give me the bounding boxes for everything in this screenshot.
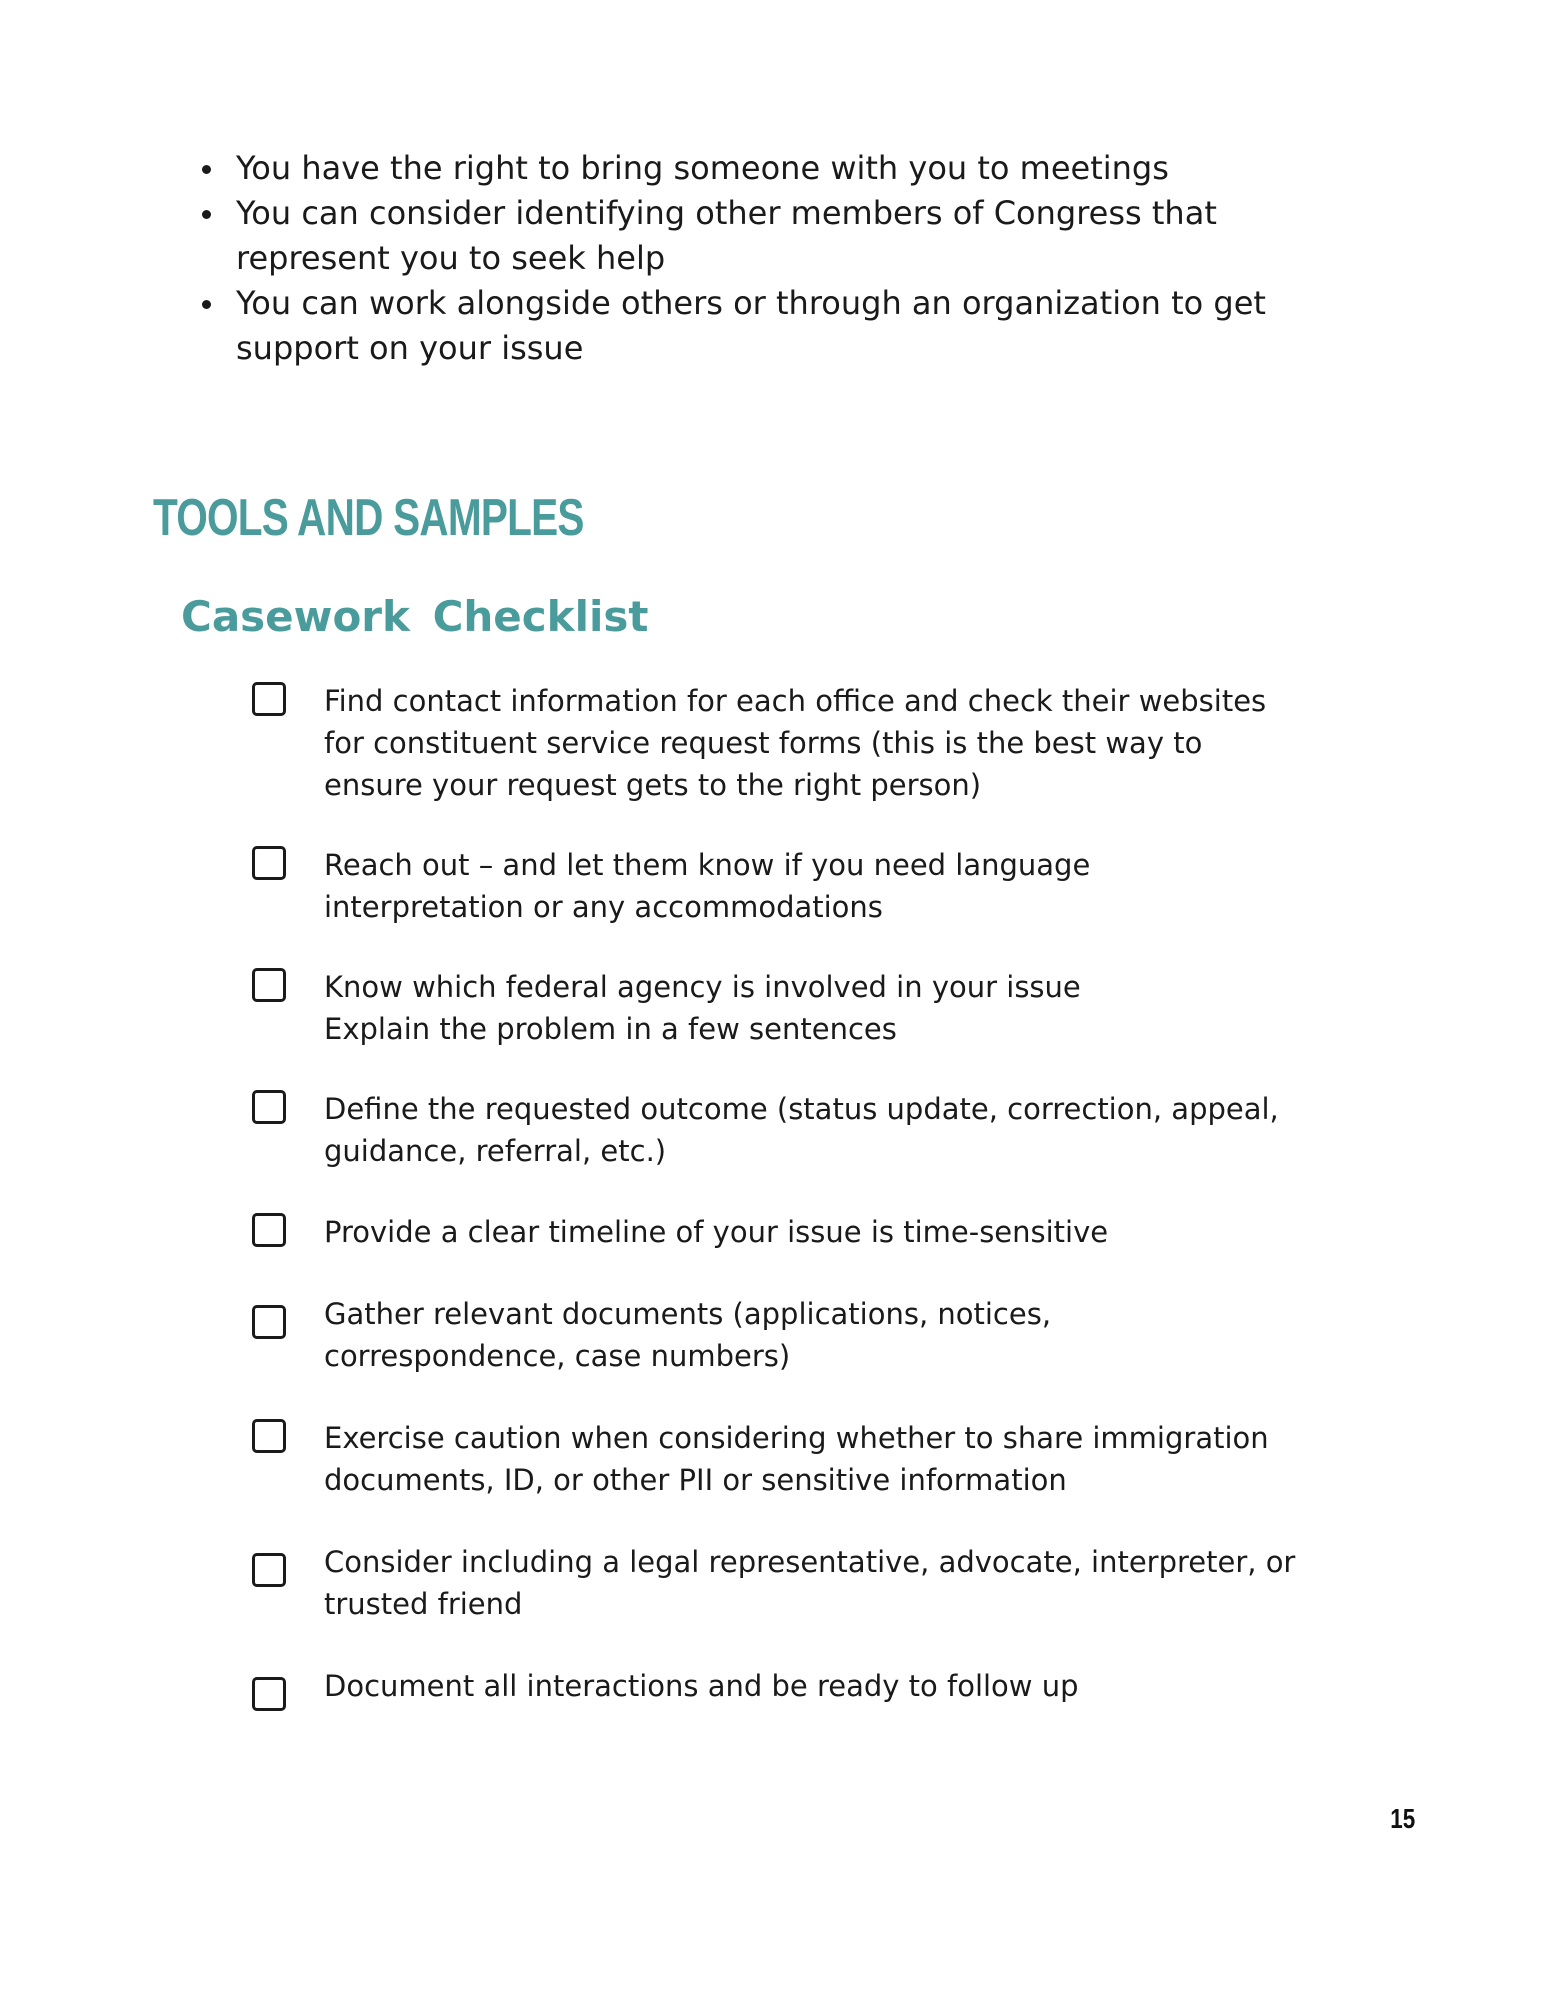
- checkbox[interactable]: [252, 846, 286, 880]
- checklist-item-text: Reach out – and let them know if you need language interpretation or any accommodations: [324, 848, 1091, 924]
- checklist-item-text: Document all interactions and be ready to follow up: [324, 1669, 1079, 1703]
- bullet-text: You can consider identifying other members of Congress that represent you to seek help: [236, 194, 1217, 277]
- section-title: TOOLS AND SAMPLES: [153, 489, 584, 547]
- checklist-item-text: Know which federal agency is involved in your issue Explain the problem in a few sentences: [324, 970, 1081, 1046]
- bullet-item: [198, 191, 1338, 281]
- checkbox[interactable]: [252, 1553, 286, 1587]
- bullet-dot-icon: [202, 210, 211, 219]
- checklist-item-text: Exercise caution when considering whether to share immigration documents, ID, or other PII or sensitive information: [324, 1421, 1269, 1497]
- checkbox[interactable]: [252, 968, 286, 1002]
- bullet-text: You have the right to bring someone with you to meetings: [236, 149, 1169, 187]
- checklist-item-text: Find contact information for each office and check their websites for constituent service request forms (this is the best way to ensure your request gets to the right person): [324, 684, 1267, 802]
- rights-bullet-list: [198, 146, 1338, 371]
- bullet-dot-icon: [202, 165, 211, 174]
- checkbox[interactable]: [252, 1090, 286, 1124]
- bullet-text: You can work alongside others or through an organization to get support on your issue: [236, 284, 1266, 367]
- bullet-item: [198, 281, 1338, 371]
- bullet-dot-icon: [202, 300, 211, 309]
- page-number: 15: [1390, 1803, 1415, 1834]
- checklist-item-text: Gather relevant documents (applications, notices, correspondence, case numbers): [324, 1297, 1052, 1373]
- checklist-item-text: Consider including a legal representative, advocate, interpreter, or trusted friend: [324, 1545, 1296, 1621]
- checkbox[interactable]: [252, 1213, 286, 1247]
- checkbox[interactable]: [252, 1677, 286, 1711]
- checkbox[interactable]: [252, 1419, 286, 1453]
- checklist-item-text: Define the requested outcome (status update, correction, appeal, guidance, referral, etc.): [324, 1092, 1279, 1168]
- bullet-item: [198, 146, 1338, 191]
- checkbox[interactable]: [252, 1305, 286, 1339]
- checklist-title: Casework Checklist: [181, 592, 649, 641]
- checklist-item-text: Provide a clear timeline of your issue is time-sensitive: [324, 1215, 1109, 1249]
- checkbox[interactable]: [252, 682, 286, 716]
